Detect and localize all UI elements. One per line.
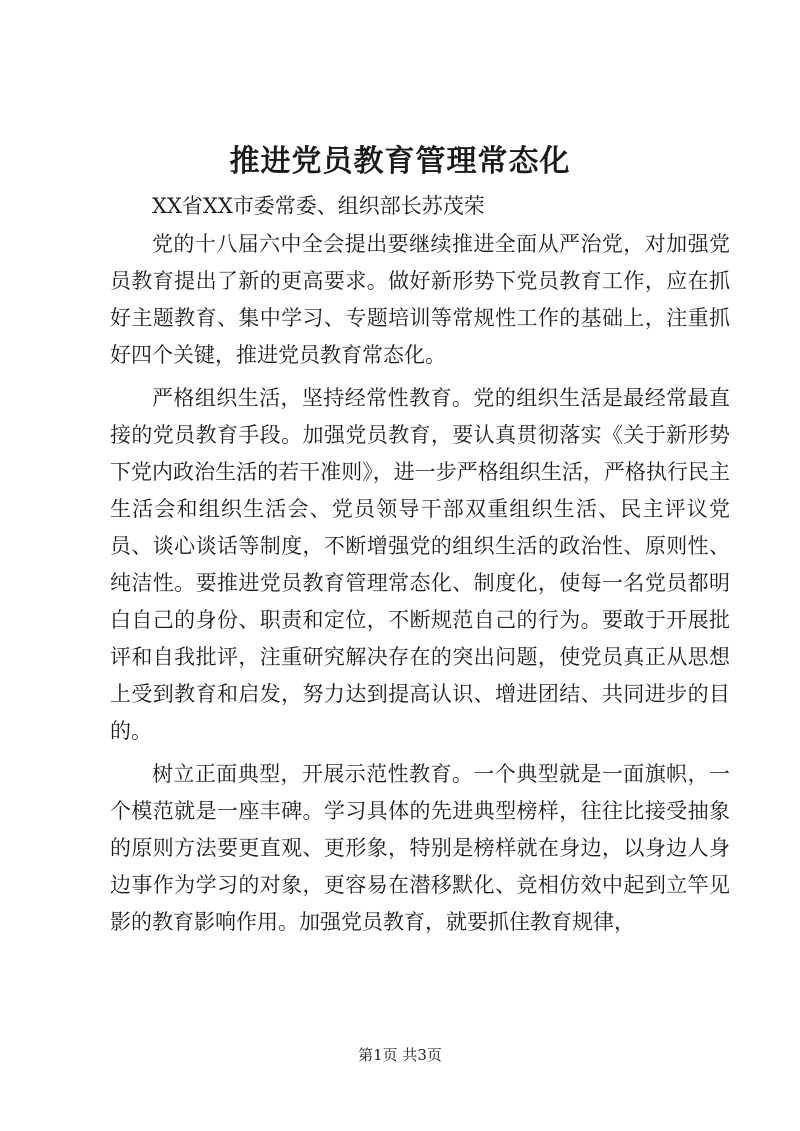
document-title: 推进党员教育管理常态化 [229,144,571,179]
paragraph-organizational-life: 严格组织生活，坚持经常性教育。党的组织生活是最经常最直接的党员教育手段。加强党员教育，要认真贯彻落实《关于新形势下党内政治生活的若干准则》，进一步严格组织生活，严格执行民主生活会和组织生活会、党员领导干部双重组织生活、民主评议党员、谈心谈话等制度，不断增强党的组织生活的政治性、原则性、纯洁性。要推进党员教育管理常态化、制度化，使每一名党员都明白自己的身份、职责和定位，不断规范自己的行为。要敢于开展批评和自我批评，注重研究解决存在的突出问题，使党员真正从思想上受到教育和启发，努力达到提高认识、增进团结、共同进步的目的。 [110,386,730,743]
paragraph-role-models: 树立正面典型，开展示范性教育。一个典型就是一面旗帜，一个模范就是一座丰碑。学习具体的先进典型榜样，往往比接受抽象的原则方法要更直观、更形象，特别是榜样就在身边，以身边人身边事作为学习的对象，更容易在潜移默化、竞相仿效中起到立竿见影的教育影响作用。加强党员教育，就要抓住教育规律， [110,762,730,934]
page-number-footer: 第1页 共3页 [358,1046,442,1064]
document-body [110,188,730,941]
paragraph-intro: 党的十八届六中全会提出要继续推进全面从严治党，对加强党员教育提出了新的更高要求。做好新形势下党员教育工作，应在抓好主题教育、集中学习、专题培训等常规性工作的基础上，注重抓好四个关键，推进党员教育常态化。 [110,232,730,367]
author-line: XX省XX市委常委、组织部长苏茂荣 [152,194,485,218]
